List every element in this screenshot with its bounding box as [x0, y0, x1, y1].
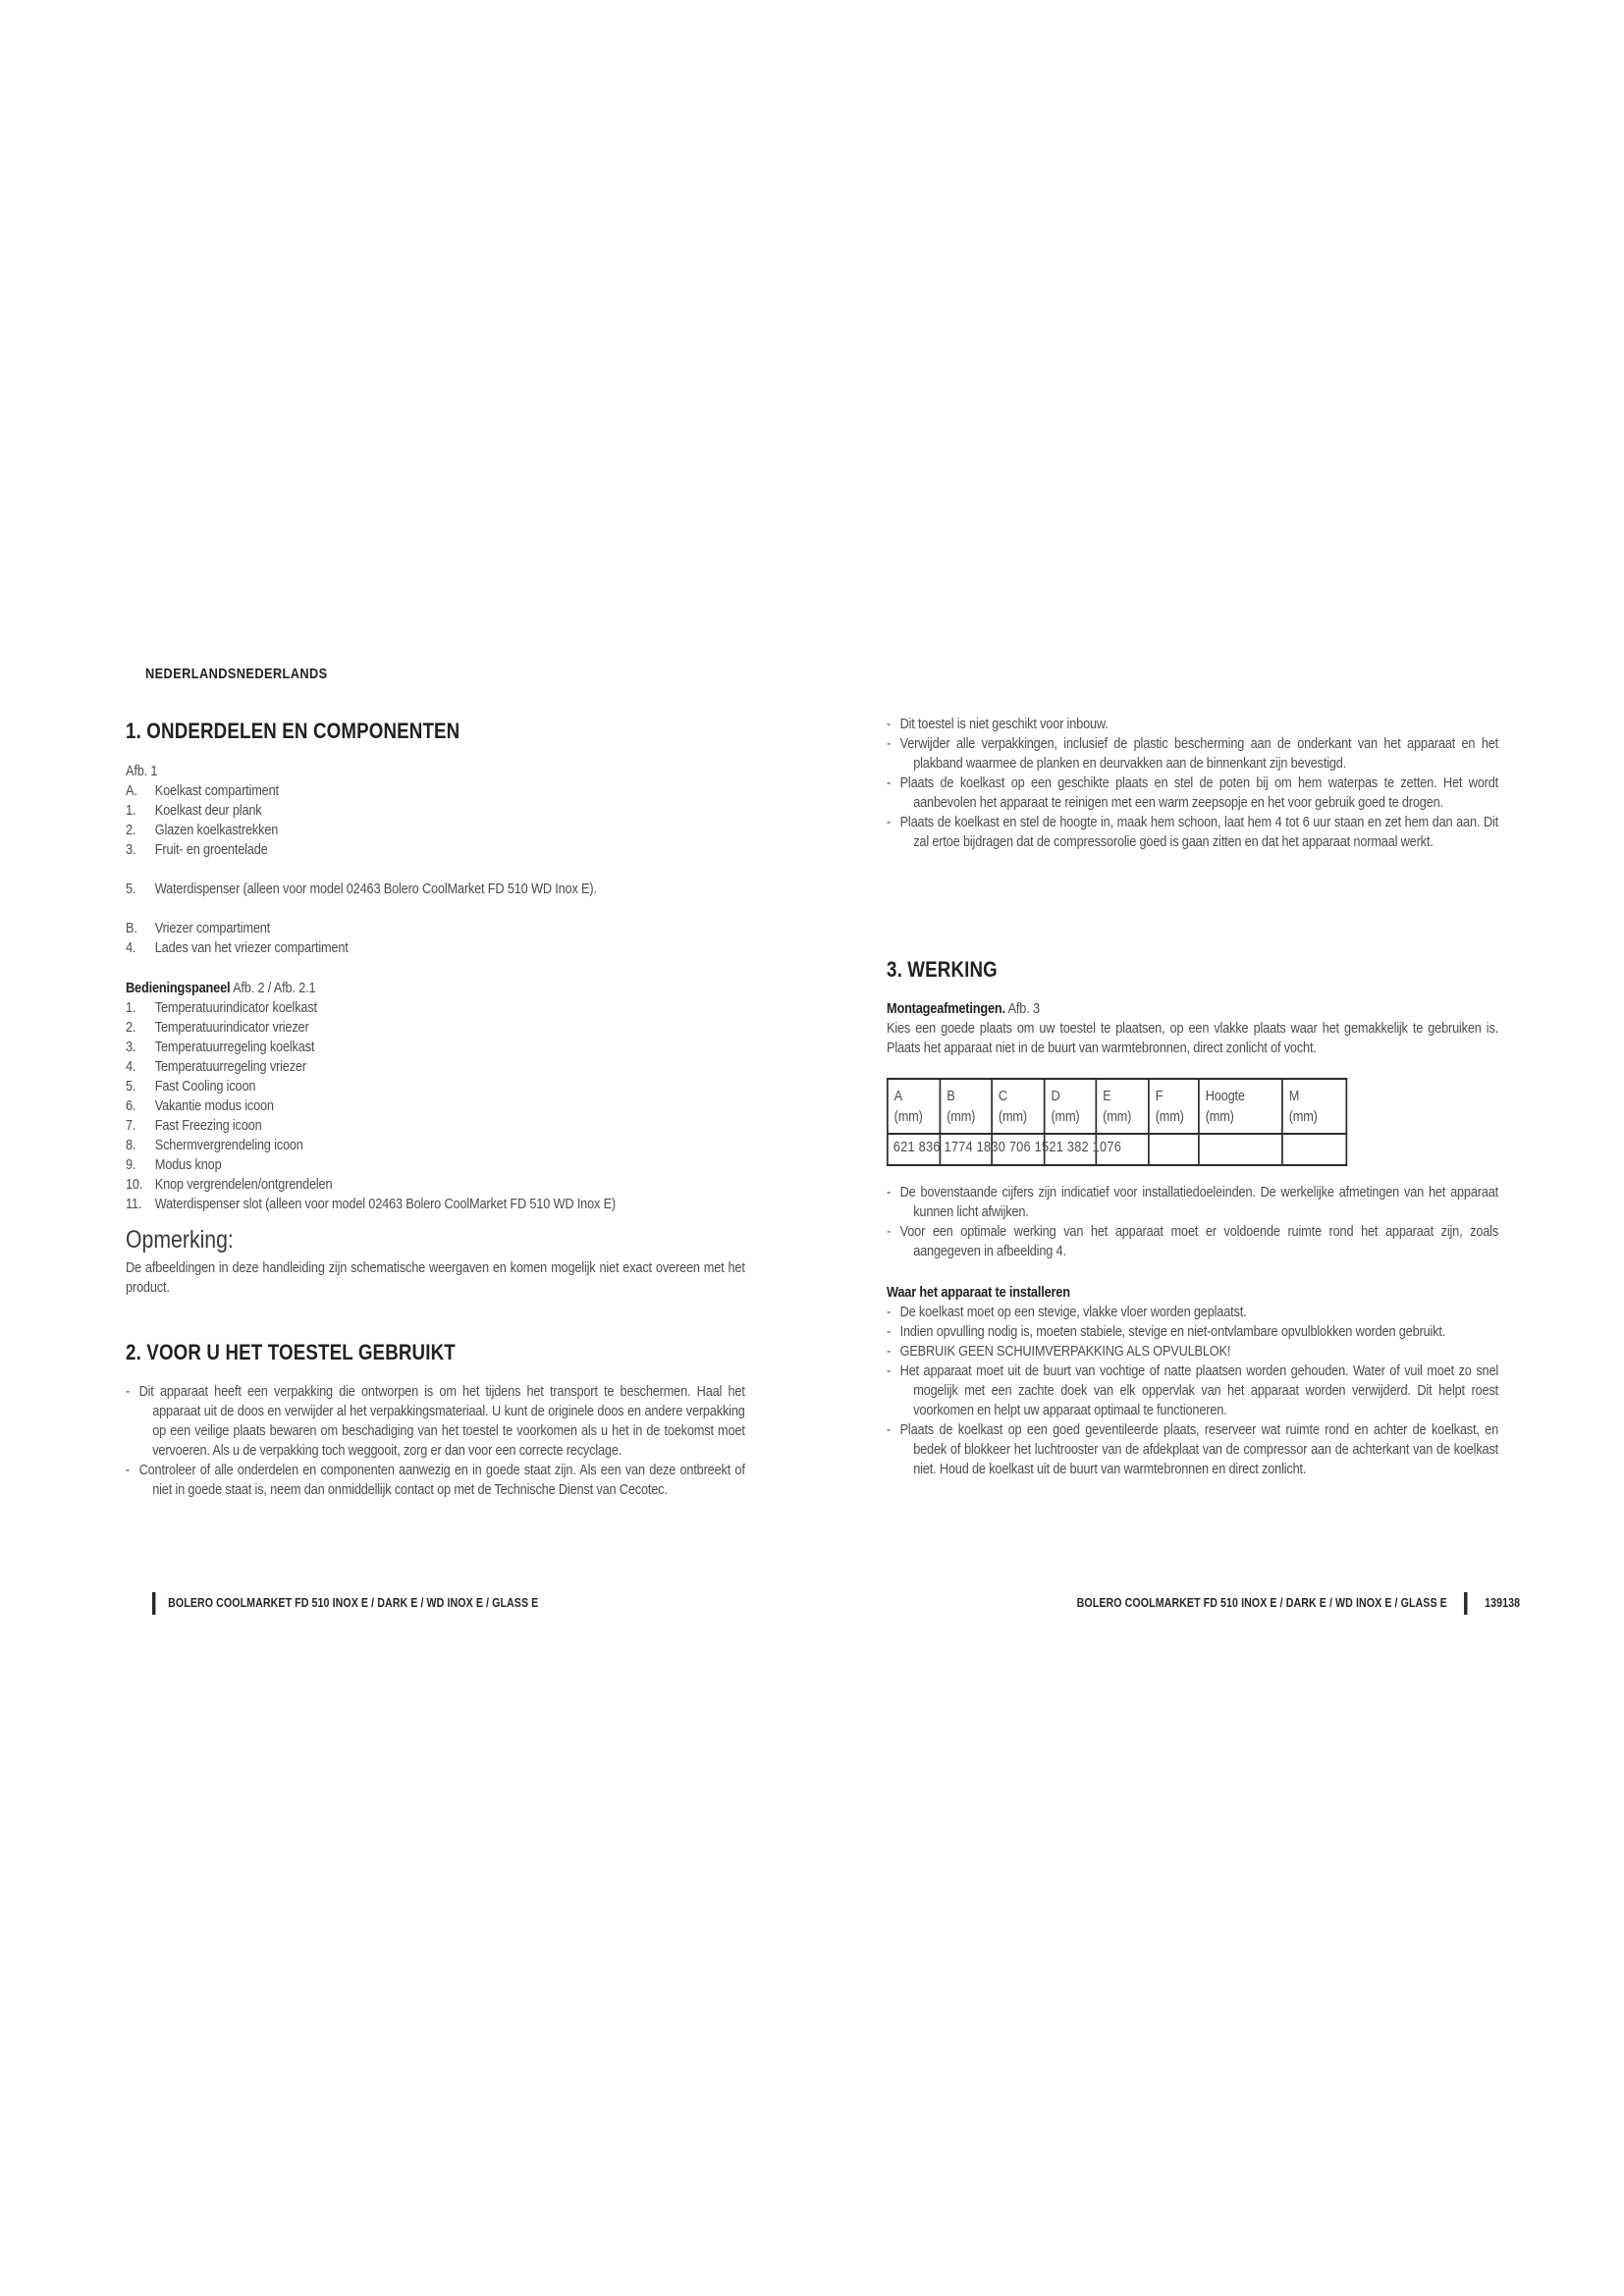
table-cell: [1149, 1134, 1199, 1165]
bullet-item: [887, 1222, 1498, 1261]
control-panel-label: Bedieningspaneel: [126, 980, 231, 996]
table-header-cell: [940, 1079, 992, 1134]
dash-bullet: -: [887, 735, 892, 752]
fridge-parts-list: [126, 781, 745, 860]
item-number: 5.: [126, 881, 136, 897]
footer-divider-bar: [152, 1592, 155, 1615]
list-item: [126, 1038, 745, 1057]
item-text: Fruit- en groentelade: [154, 841, 268, 858]
table-cell: [888, 1134, 1122, 1165]
bullet-text: Dit toestel is niet geschikt voor inbouw.: [899, 716, 1109, 732]
table-header-cell: [1045, 1079, 1097, 1134]
bullet-text: GEBRUIK GEEN SCHUIMVERPAKKING ALS OPVULBLOK!: [899, 1343, 1231, 1360]
footer-left: [152, 1590, 538, 1616]
bullet-text: Controleer of alle onderdelen en componenten aanwezig en in goede staat zijn. Als een van deze ontbreekt of niet in goede staat is, neem dan onmiddellijk contact op met de Technische Dienst van Cecotec.: [138, 1462, 745, 1498]
note-text: De afbeeldingen in deze handleiding zijn schematische weergaven en komen mogelijk niet exact overeen met het product.: [126, 1259, 745, 1296]
bullet-text: Verwijder alle verpakkingen, inclusief de plastic bescherming aan de onderkant van het apparaat en het plakband waarmee de planken en deurvakken aan de binnenkant zijn bevestigd.: [899, 735, 1499, 772]
item-text: Vriezer compartiment: [154, 920, 271, 936]
dimension-note-bullets: [887, 1183, 1498, 1261]
dash-bullet: -: [887, 1304, 892, 1320]
bullet-text: De bovenstaande cijfers zijn indicatief voor installatiedoeleinden. De werkelijke afmetingen van het apparaat kunnen licht afwijken.: [899, 1184, 1499, 1220]
freezer-parts-list: [126, 919, 745, 958]
dash-bullet: -: [126, 1383, 131, 1400]
bullet-item: [887, 1303, 1498, 1322]
bullet-item: [887, 1322, 1498, 1342]
item-number: 11.: [126, 1196, 142, 1212]
bullet-text: Plaats de koelkast op een geschikte plaats en stel de poten bij om hem waterpas te zetten. Het wordt aanbevolen het apparaat te reinigen met een warm zeepsopje en het voor gebruik goed te drogen.: [899, 774, 1499, 811]
dim-unit: (mm): [1155, 1108, 1184, 1125]
bullet-item: [887, 734, 1498, 774]
dash-bullet: -: [887, 1343, 892, 1360]
dim-unit: (mm): [947, 1108, 976, 1125]
item-number: 2.: [126, 1019, 136, 1036]
item-number: A.: [126, 782, 137, 799]
dim-unit: (mm): [1051, 1108, 1080, 1125]
table-header-cell: [1149, 1079, 1199, 1134]
dim-letter: F: [1155, 1088, 1164, 1104]
item-number: 1.: [126, 999, 136, 1016]
dash-bullet: -: [887, 1362, 892, 1379]
mounting-figure-ref: Afb. 3: [1007, 1000, 1040, 1017]
list-item: [126, 821, 745, 840]
item-text: Vakantie modus icoon: [154, 1097, 274, 1114]
dim-letter: M: [1288, 1088, 1300, 1104]
dash-bullet: -: [887, 716, 892, 732]
control-panel-figure-ref: Afb. 2 / Afb. 2.1: [233, 980, 316, 996]
dim-unit: (mm): [1288, 1108, 1318, 1125]
dimensions-table-wrap: [887, 1078, 1498, 1166]
item-number: 9.: [126, 1156, 136, 1173]
item-number: 3.: [126, 1039, 136, 1055]
control-panel-list: [126, 998, 745, 1214]
unpacking-bullets: [887, 715, 1498, 852]
item-text: Koelkast compartiment: [154, 782, 279, 799]
list-item: [126, 1116, 745, 1136]
item-text: Schermvergrendeling icoon: [154, 1137, 303, 1153]
list-item: [126, 781, 745, 801]
bullet-text: De koelkast moet op een stevige, vlakke vloer worden geplaatst.: [899, 1304, 1247, 1320]
list-item: [126, 919, 745, 938]
dim-letter: D: [1051, 1088, 1060, 1104]
item-text: Temperatuurindicator vriezer: [154, 1019, 309, 1036]
dim-letter: A: [893, 1088, 902, 1104]
table-cell: [1199, 1134, 1282, 1165]
figure-1-label: Afb. 1: [126, 763, 158, 779]
list-item: [126, 1195, 745, 1214]
list-item: [126, 938, 745, 958]
section-2-title: 2. VOOR U HET TOESTEL GEBRUIKT: [126, 1340, 456, 1364]
dash-bullet: -: [887, 1184, 892, 1201]
list-item: [126, 801, 745, 821]
item-number: B.: [126, 920, 137, 936]
table-header-cell: [888, 1079, 941, 1134]
list-item: [126, 1175, 745, 1195]
language-header: NEDERLANDSNEDERLANDS: [145, 666, 328, 682]
item-text: Fast Freezing icoon: [154, 1117, 262, 1134]
item-text: Temperatuurindicator koelkast: [154, 999, 317, 1016]
footer-right: [1077, 1590, 1520, 1616]
dim-letter: E: [1103, 1088, 1111, 1104]
table-cell: [1282, 1134, 1346, 1165]
table-values: 621 836 1774 1830 706 1521 382 1076: [893, 1139, 1122, 1155]
footer-divider-bar: [1464, 1592, 1467, 1615]
note-title: Opmerking:: [126, 1226, 234, 1254]
bullet-item: [887, 1183, 1498, 1222]
dash-bullet: -: [887, 1223, 892, 1240]
item-number: 4.: [126, 1058, 136, 1075]
bullet-item: [126, 1382, 745, 1461]
mounting-dimensions-label: Montageafmetingen.: [887, 1000, 1005, 1017]
list-item: [126, 1136, 745, 1155]
bullet-item: [887, 1342, 1498, 1362]
section-3-title: 3. WERKING: [887, 957, 998, 982]
dash-bullet: -: [887, 774, 892, 791]
bullet-text: Plaats de koelkast en stel de hoogte in, maak hem schoon, laat hem 4 tot 6 uur staan en zet hem dan aan. Dit zal ertoe bijdragen dat de compressorolie goed is gaan zitten en dat het apparaat normaal werkt.: [899, 814, 1499, 850]
dash-bullet: -: [126, 1462, 131, 1478]
item-text: Knop vergrendelen/ontgrendelen: [154, 1176, 333, 1193]
dim-unit: (mm): [998, 1108, 1027, 1125]
item-text: Temperatuurregeling vriezer: [154, 1058, 306, 1075]
section-2-bullets: [126, 1382, 745, 1500]
item-number: 7.: [126, 1117, 136, 1134]
item-text: Koelkast deur plank: [154, 802, 262, 819]
item-number: 10.: [126, 1176, 143, 1193]
footer-product-line: BOLERO COOLMARKET FD 510 INOX E / DARK E / WD INOX E / GLASS E: [168, 1596, 539, 1610]
item-text: Waterdispenser slot (alleen voor model 02463 Bolero CoolMarket FD 510 WD Inox E): [154, 1196, 616, 1212]
item-number: 5.: [126, 1078, 136, 1095]
table-header-cell: [1282, 1079, 1346, 1134]
item-text: Waterdispenser (alleen voor model 02463 Bolero CoolMarket FD 510 WD Inox E).: [154, 881, 597, 897]
dim-unit: (mm): [1103, 1108, 1132, 1125]
item-text: Modus knop: [154, 1156, 222, 1173]
item-text: Temperatuurregeling koelkast: [154, 1039, 315, 1055]
control-panel-heading: [126, 979, 745, 998]
bullet-item: [887, 1420, 1498, 1479]
bullet-text: Het apparaat moet uit de buurt van vochtige of natte plaatsen worden gehouden. Water of vuil moet zo snel mogelijk met een zachte doek van elk oppervlak van het apparaat worden verwijderd. Dit helpt roest voorkomen en helpt uw apparaat optimaal te functioneren.: [899, 1362, 1499, 1418]
bullet-item: [887, 715, 1498, 734]
list-item: [126, 1155, 745, 1175]
table-values-row: [888, 1134, 1347, 1165]
placement-intro-text: Kies een goede plaats om uw toestel te plaatsen, op een vlakke plaats waar het gemakkelijk te gebruiken is. Plaats het apparaat niet in de buurt van warmtebronnen, direct zonlicht of vocht.: [887, 1020, 1499, 1056]
table-header-cell: [992, 1079, 1045, 1134]
section-1-title: 1. ONDERDELEN EN COMPONENTEN: [126, 719, 460, 743]
dim-letter: C: [998, 1088, 1007, 1104]
table-header-cell: [1199, 1079, 1282, 1134]
item-number: 4.: [126, 939, 136, 956]
dimensions-table: [887, 1078, 1347, 1166]
list-item: [126, 1077, 745, 1096]
bullet-item: [887, 1362, 1498, 1420]
water-dispenser-item: [126, 880, 745, 899]
dim-letter: Hoogte: [1205, 1088, 1245, 1104]
item-number: 8.: [126, 1137, 136, 1153]
list-item: [126, 840, 745, 860]
bullet-item: [126, 1461, 745, 1500]
item-number: 3.: [126, 841, 136, 858]
item-number: 6.: [126, 1097, 136, 1114]
table-header-cell: [1096, 1079, 1149, 1134]
bullet-text: Dit apparaat heeft een verpakking die ontworpen is om het tijdens het transport te beschermen. Haal het apparaat uit de doos en verwijder al het verpakkingsmateriaal. U kunt de originele doos en andere verpakking op een veilige plaats bewaren om beschadiging van het toestel te voorkomen als u het in de toekomst moet vervoeren. Als u de verpakking toch weggooit, zorg er dan voor een correcte recyclage.: [138, 1383, 745, 1459]
install-location-title: Waar het apparaat te installeren: [887, 1284, 1070, 1301]
dim-unit: (mm): [1205, 1108, 1234, 1125]
bullet-text: Indien opvulling nodig is, moeten stabiele, stevige en niet-ontvlambare opvulblokken worden gebruikt.: [899, 1323, 1446, 1340]
dash-bullet: -: [887, 1421, 892, 1438]
bullet-item: [887, 774, 1498, 813]
dash-bullet: -: [887, 1323, 892, 1340]
item-text: Fast Cooling icoon: [154, 1078, 256, 1095]
bullet-item: [887, 813, 1498, 852]
list-item: [126, 998, 745, 1018]
list-item: [126, 880, 745, 899]
item-text: Glazen koelkastrekken: [154, 822, 279, 838]
bullet-text: Voor een optimale werking van het apparaat moet er voldoende ruimte rond het apparaat zijn, zoals aangegeven in afbeelding 4.: [899, 1223, 1499, 1259]
list-item: [126, 1096, 745, 1116]
table-header-row: [888, 1079, 1347, 1134]
page-number: 139138: [1485, 1596, 1520, 1610]
item-number: 1.: [126, 802, 136, 819]
dash-bullet: -: [887, 814, 892, 830]
list-item: [126, 1018, 745, 1038]
dim-unit: (mm): [893, 1108, 923, 1125]
mounting-dimensions-heading: [887, 999, 1498, 1019]
item-number: 2.: [126, 822, 136, 838]
footer-product-line: BOLERO COOLMARKET FD 510 INOX E / DARK E / WD INOX E / GLASS E: [1076, 1596, 1447, 1610]
list-item: [126, 1057, 745, 1077]
item-text: Lades van het vriezer compartiment: [154, 939, 349, 956]
dim-letter: B: [947, 1088, 955, 1104]
install-location-bullets: [887, 1303, 1498, 1479]
bullet-text: Plaats de koelkast op een goed geventileerde plaats, reserveer wat ruimte rond en achter de koelkast, en bedek of blokkeer het luchtrooster van de afdekplaat van de compressor aan de achterkant van de koelkast niet. Houd de koelkast uit de buurt van warmtebronnen en direct zonlicht.: [899, 1421, 1499, 1477]
